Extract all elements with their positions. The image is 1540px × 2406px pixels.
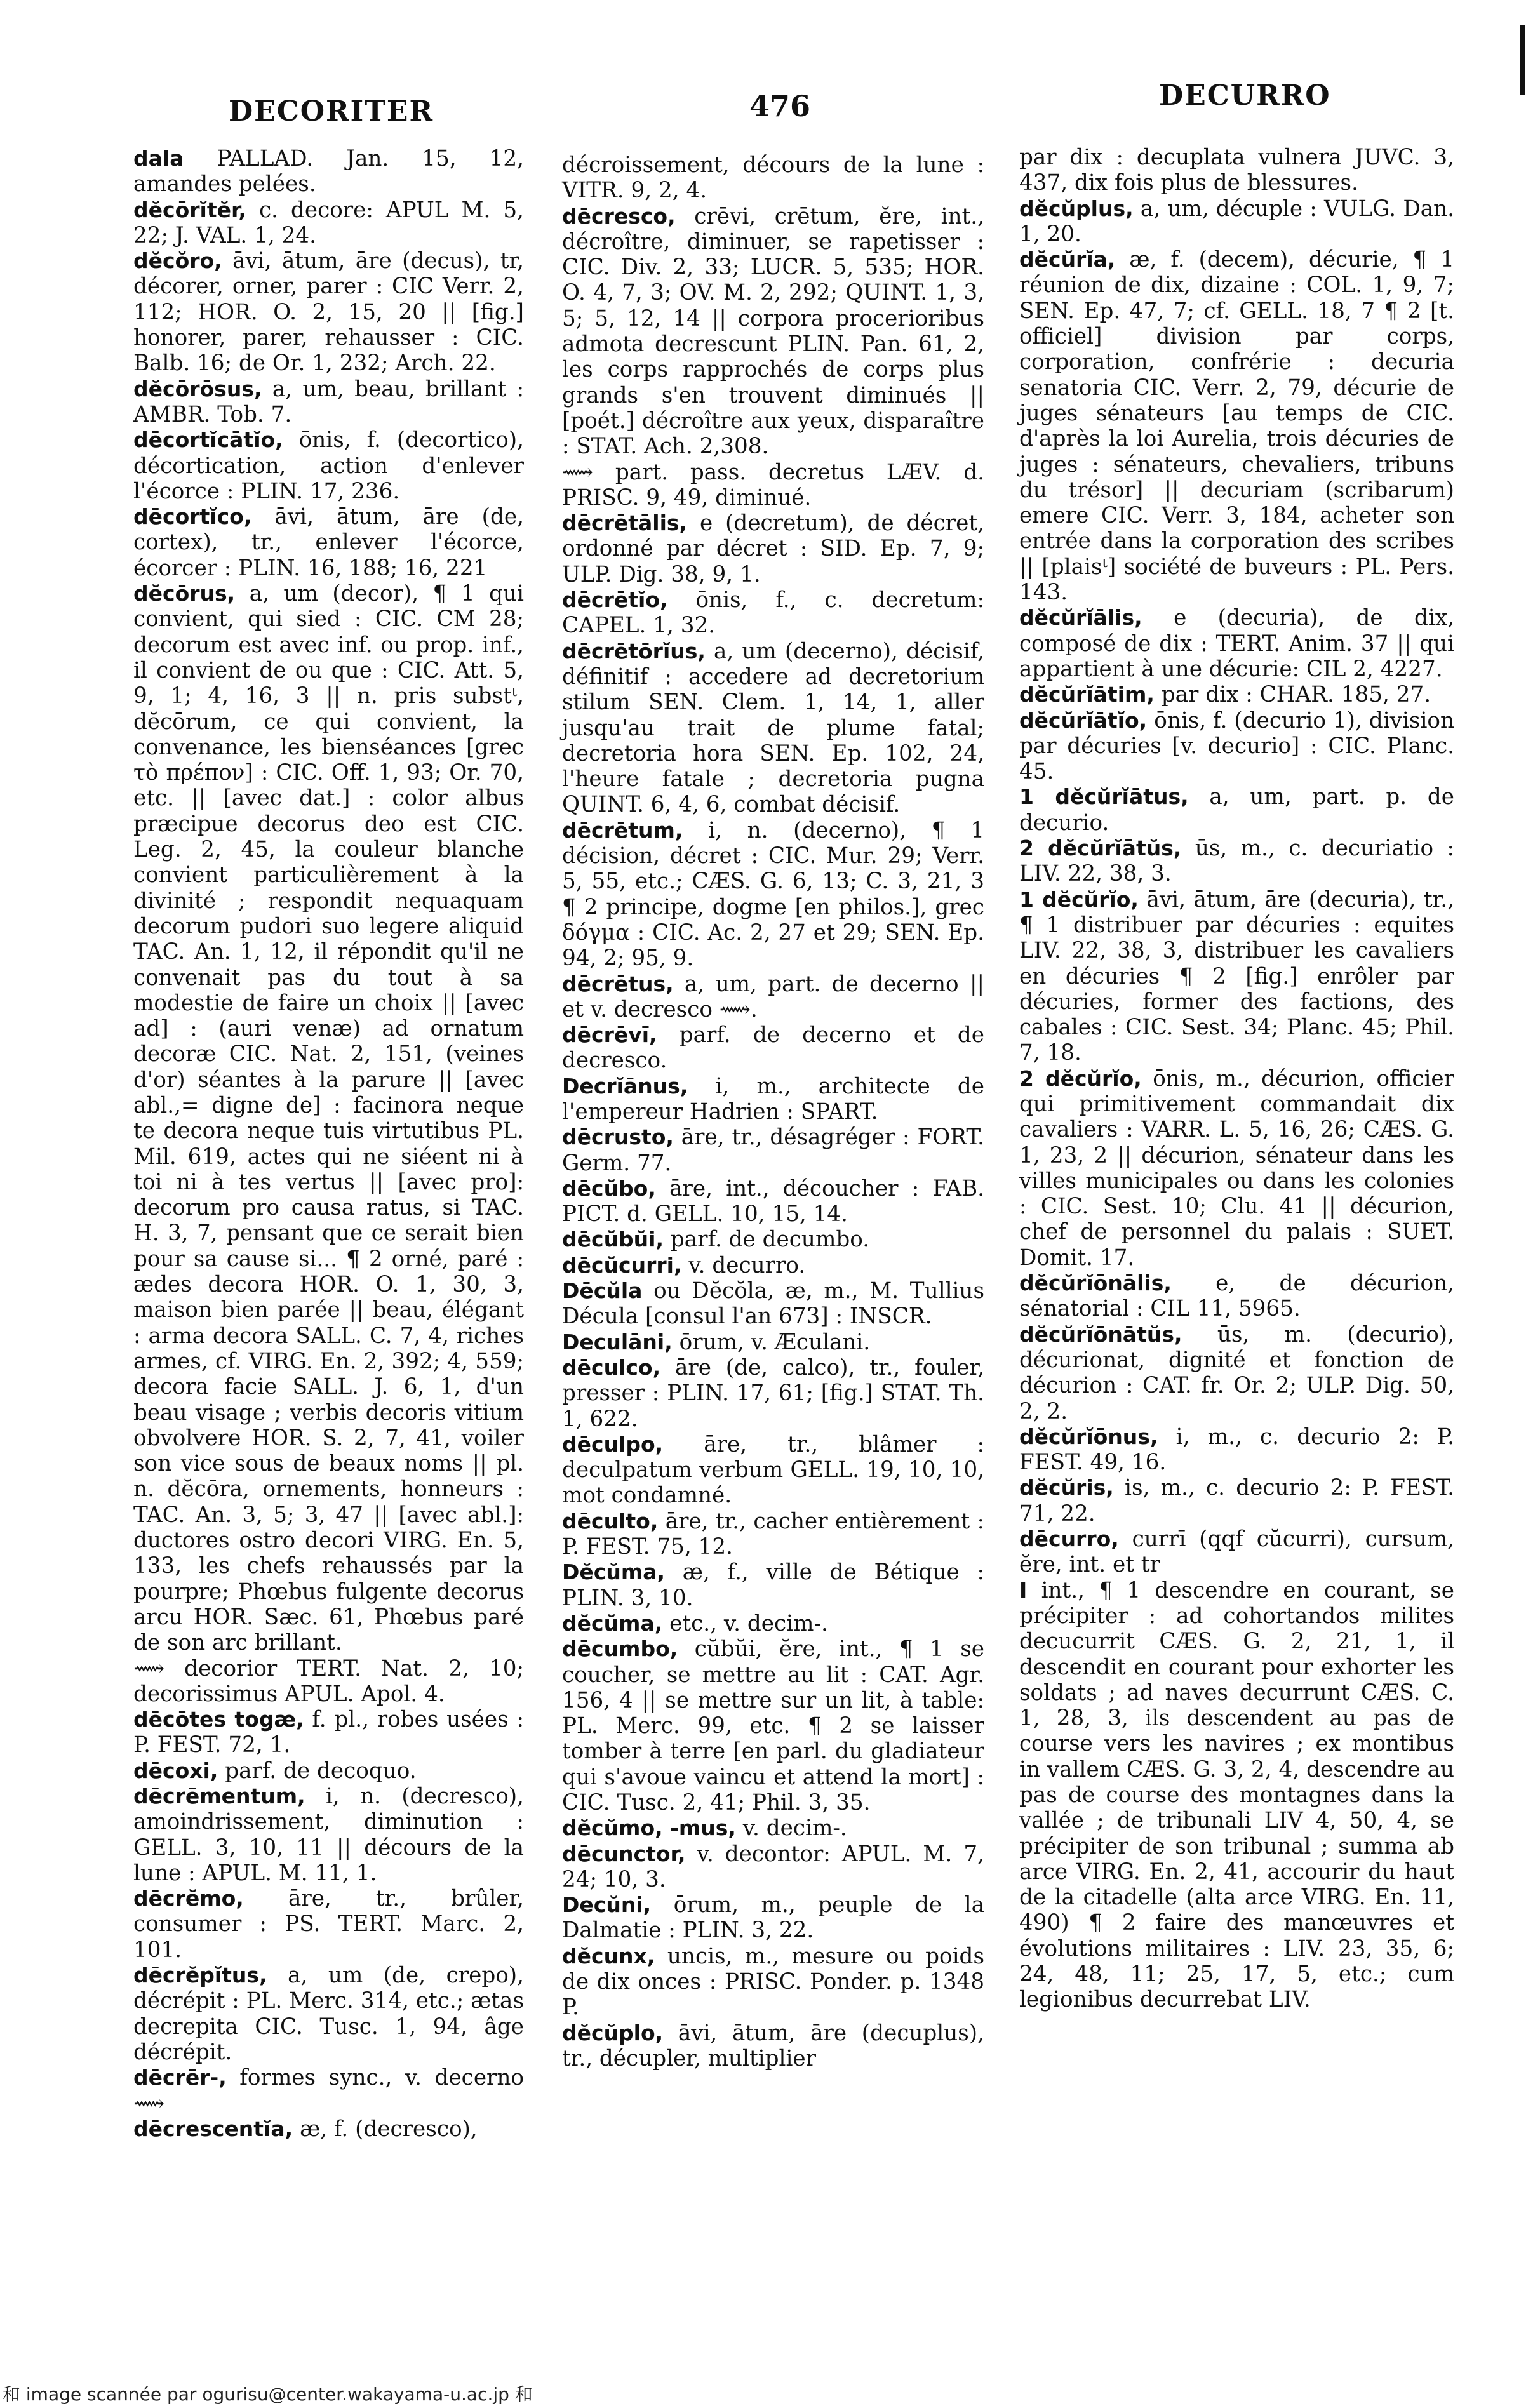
entry-headword: dĕcŭris, bbox=[1019, 1475, 1114, 1500]
entry-headword: dala bbox=[133, 146, 184, 171]
dictionary-entry bbox=[562, 1636, 984, 1815]
entry-headword: dĕcŭplus, bbox=[1019, 196, 1134, 221]
dictionary-entry bbox=[133, 1656, 524, 1708]
dictionary-entry bbox=[562, 511, 984, 587]
dictionary-entry bbox=[562, 1841, 984, 1893]
entry-definition: ōrum, v. Æculani. bbox=[672, 1329, 871, 1355]
entry-headword: dēculpo, bbox=[562, 1431, 664, 1457]
margin-rule bbox=[1520, 25, 1525, 95]
entry-definition: parf. de decumbo. bbox=[664, 1227, 870, 1253]
entry-definition: æ, f. (decem), décurie, ¶ 1 réunion de dix, dizaine : COL. 1, 9, 7; SEN. Ep. 47, 7; cf. GELL. 18, 7 ¶ 2 [t. officiel] division par corps, corporation, confrérie : decuria senatoria CIC. Verr. 2, 79, décurie de juges sénateurs [au temps de CIC. d'après la loi Aurelia, trois décuries de juges : sénateurs, chevaliers, tribuns du trésor] || decuriam (scribarum) emere CIC. Verr. 3, 184, acheter son entrée dans la corporation des scribes || [plaisᵗ] société de buveurs : PL. Pers. 143. bbox=[1019, 247, 1454, 606]
dictionary-entry bbox=[133, 2065, 524, 2116]
column-right bbox=[1019, 145, 1454, 2013]
dictionary-entry bbox=[133, 1886, 524, 1963]
dictionary-entry bbox=[562, 1815, 984, 1841]
dictionary-entry bbox=[1019, 196, 1454, 248]
entry-headword: I bbox=[1019, 1577, 1028, 1603]
entry-definition: par dix : decuplata vulnera JUVC. 3, 437, dix fois plus de blessures. bbox=[1019, 145, 1454, 196]
dictionary-entry bbox=[562, 460, 984, 511]
dictionary-entry bbox=[1019, 1066, 1454, 1271]
entry-headword: dēculco, bbox=[562, 1354, 661, 1380]
dictionary-entry bbox=[562, 1892, 984, 1944]
right-guideword: DECURRO bbox=[1159, 79, 1331, 112]
dictionary-entry bbox=[562, 972, 984, 1023]
entry-definition: parf. de decoquo. bbox=[218, 1758, 417, 1784]
entry-headword: dēcrētum, bbox=[562, 817, 683, 843]
entry-headword: dēcrusto, bbox=[562, 1125, 674, 1150]
entry-definition: parf. de decerno et de decresco. bbox=[562, 1022, 984, 1074]
entry-definition: āre, tr., cacher entièrement : P. FEST. 75, 12. bbox=[562, 1508, 984, 1560]
entry-definition: ōrum, m., peuple de la Dalmatie : PLIN. 3, 22. bbox=[562, 1892, 984, 1944]
dictionary-entry bbox=[133, 248, 524, 376]
dictionary-entry bbox=[1019, 605, 1454, 682]
entry-headword: dĕcŭrĭōnālis, bbox=[1019, 1271, 1172, 1296]
page-header bbox=[0, 70, 1540, 127]
entry-headword: dēcŭbŭi, bbox=[562, 1227, 664, 1252]
entry-definition: ōnis, f. (decurio 1), division par décuries [v. decurio] : CIC. Planc. 45. bbox=[1019, 707, 1454, 785]
entry-definition: a, um, beau, brillant : AMBR. Tob. 7. bbox=[133, 376, 524, 427]
entry-headword: dēcrēmentum, bbox=[133, 1784, 305, 1808]
dictionary-entry bbox=[562, 639, 984, 818]
dictionary-entry bbox=[562, 1509, 984, 1560]
entry-definition: formes sync., v. decerno ⟿ bbox=[133, 2065, 524, 2116]
entry-headword: dēcrescentĭa, bbox=[133, 2116, 293, 2141]
dictionary-entry bbox=[562, 2021, 984, 2072]
entry-headword: dēcresco, bbox=[562, 203, 676, 229]
entry-headword: dēcrētus, bbox=[562, 971, 674, 996]
entry-definition: ou Dĕcŏla, æ, m., M. Tullius Décula [consul l'an 673] : INSCR. bbox=[562, 1278, 984, 1330]
dictionary-entry bbox=[1019, 708, 1454, 785]
entry-headword: 1 dĕcŭrĭātus, bbox=[1019, 784, 1189, 810]
dictionary-entry bbox=[133, 1707, 524, 1758]
entry-headword: dĕcŭrĭa, bbox=[1019, 247, 1116, 272]
entry-definition: ōnis, f., c. decretum: CAPEL. 1, 32. bbox=[562, 587, 984, 639]
entry-definition: āvi, ātum, āre (decuplus), tr., décupler, multiplier bbox=[562, 2020, 984, 2071]
dictionary-entry bbox=[562, 1074, 984, 1125]
entry-definition: āvi, ātum, āre (decuria), tr., ¶ 1 distribuer par décuries : equites LIV. 22, 38, 3, distribuer les cavaliers en décuries ¶ 2 [fig.] enrôler par décuries, former des factions, des cabales : CIC. Sest. 34; Planc. 45; Phil. 7, 18. bbox=[1019, 886, 1454, 1066]
entry-headword: Decŭni, bbox=[562, 1892, 652, 1918]
dictionary-entry bbox=[133, 146, 524, 197]
entry-definition: æ, f., ville de Bétique : PLIN. 3, 10. bbox=[562, 1560, 984, 1611]
entry-headword: dēcŭbo, bbox=[562, 1175, 656, 1201]
entry-headword: dĕcŭrĭātĭo, bbox=[1019, 707, 1148, 733]
left-guideword: DECORITER bbox=[229, 95, 434, 128]
dictionary-entry bbox=[1019, 1527, 1454, 1578]
entry-headword: dēculto, bbox=[562, 1508, 659, 1534]
entry-headword: dēcrēr-, bbox=[133, 2065, 227, 2090]
dictionary-entry bbox=[562, 152, 984, 204]
dictionary-entry bbox=[1019, 1578, 1454, 2013]
entry-definition: crēvi, crētum, ĕre, int., décroître, diminuer, se rapetisser : CIC. Div. 2, 33; LUCR. 5, 535; HOR. O. 4, 7, 3; OV. M. 2, 292; QUINT. 1, 3, 5; 5, 12, 14 || corpora procerioribus admota decrescunt PLIN. Pan. 61, 2, les corps rapprochés de corps plus grands s'en trouvent diminués || [poét.] décroître aux yeux, disparaître : STAT. Ach. 2,308. bbox=[562, 203, 984, 460]
dictionary-entry bbox=[562, 1022, 984, 1074]
entry-headword: dĕcunx, bbox=[562, 1943, 655, 1968]
dictionary-entry bbox=[1019, 1424, 1454, 1476]
entry-headword: dĕcŭmo, -mus, bbox=[562, 1815, 736, 1841]
dictionary-entry bbox=[562, 1611, 984, 1636]
entry-definition: a, um, part. de decerno || et v. decresco ⟿. bbox=[562, 971, 984, 1022]
entry-definition: ⟿ decorior TERT. Nat. 2, 10; decorissimus APUL. Apol. 4. bbox=[133, 1655, 524, 1707]
entry-definition: ⟿ part. pass. decretus LÆV. d. PRISC. 9, 49, diminué. bbox=[562, 459, 984, 511]
dictionary-entry bbox=[562, 1560, 984, 1611]
entry-definition: ōnis, f. (decortico), décortication, action d'enlever l'écorce : PLIN. 17, 236. bbox=[133, 427, 524, 504]
dictionary-entry bbox=[562, 1253, 984, 1278]
entry-headword: dēcrĕpĭtus, bbox=[133, 1963, 267, 1988]
dictionary-entry bbox=[1019, 145, 1454, 196]
entry-definition: āvi, ātum, āre (decus), tr, décorer, orner, parer : CIC Verr. 2, 112; HOR. O. 2, 15, 20 || [fig.] honorer, parer, rehausser : CIC. Balb. 16; de Or. 1, 232; Arch. 22. bbox=[133, 248, 524, 377]
entry-definition: i, m., c. decurio 2: P. FEST. 49, 16. bbox=[1019, 1424, 1454, 1476]
dictionary-entry bbox=[562, 1125, 984, 1176]
dictionary-entry bbox=[562, 1944, 984, 2021]
entry-headword: dĕcŭplo, bbox=[562, 2020, 664, 2045]
column-middle bbox=[562, 152, 984, 2071]
entry-headword: dĕcōrĭtĕr, bbox=[133, 197, 246, 222]
entry-headword: 2 dĕcŭrĭo, bbox=[1019, 1066, 1142, 1091]
dictionary-entry bbox=[133, 377, 524, 428]
dictionary-entry bbox=[562, 204, 984, 460]
entry-headword: dēcumbo, bbox=[562, 1636, 678, 1662]
entry-definition: v. decurro. bbox=[681, 1252, 806, 1278]
entry-headword: Decrĭānus, bbox=[562, 1073, 688, 1099]
entry-definition: āre, tr., brûler, consumer : PS. TERT. Marc. 2, 101. bbox=[133, 1886, 524, 1963]
entry-definition: cŭbŭi, ĕre, int., ¶ 1 se coucher, se mettre au lit : CAT. Agr. 156, 4 || se mettre sur un lit, à table: PL. Merc. 99, etc. ¶ 2 se laisser tomber à terre [en parl. du gladiateur qui s'avoue vaincu et attend la mort] : CIC. Tusc. 2, 41; Phil. 3, 35. bbox=[562, 1636, 984, 1815]
entry-headword: dēcōtes togæ, bbox=[133, 1707, 304, 1732]
entry-headword: Dĕcŭma, bbox=[562, 1560, 666, 1585]
entry-headword: dĕcōrōsus, bbox=[133, 376, 262, 401]
entry-definition: a, um, décuple : VULG. Dan. 1, 20. bbox=[1019, 196, 1454, 247]
scan-credit: 和 image scannée par ogurisu@center.wakayama-u.ac.jp 和 bbox=[3, 2384, 533, 2405]
dictionary-entry bbox=[562, 818, 984, 972]
dictionary-entry bbox=[133, 581, 524, 1655]
entry-headword: dēcŭcurri, bbox=[562, 1252, 682, 1278]
dictionary-entry bbox=[562, 1330, 984, 1355]
entry-definition: par dix : CHAR. 185, 27. bbox=[1154, 682, 1431, 708]
entry-definition: a, um (de, crepo), décrépit : PL. Merc. 314, etc.; ætas decrepita CIC. Tusc. 1, 94, âge décrépit. bbox=[133, 1963, 524, 2065]
entry-headword: dēcrĕmo, bbox=[133, 1886, 244, 1911]
dictionary-entry bbox=[562, 1227, 984, 1252]
entry-headword: dĕcŭrĭōnātŭs, bbox=[1019, 1321, 1182, 1347]
entry-definition: PALLAD. Jan. 15, 12, amandes pelées. bbox=[133, 146, 524, 197]
dictionary-columns bbox=[0, 146, 1540, 2369]
dictionary-entry bbox=[1019, 887, 1454, 1066]
entry-definition: āre, tr., désagréger : FORT. Germ. 77. bbox=[562, 1125, 984, 1176]
entry-definition: āre (de, calco), tr., fouler, presser : PLIN. 17, 61; [fig.] STAT. Th. 1, 622. bbox=[562, 1354, 984, 1432]
dictionary-entry bbox=[1019, 836, 1454, 887]
entry-definition: currī (qqf cŭcurri), cursum, ĕre, int. et tr bbox=[1019, 1527, 1454, 1578]
dictionary-entry bbox=[562, 587, 984, 639]
entry-definition: is, m., c. decurio 2: P. FEST. 71, 22. bbox=[1019, 1475, 1454, 1527]
entry-definition: e, de décurion, sénatorial : CIL 11, 5965. bbox=[1019, 1271, 1454, 1322]
dictionary-entry bbox=[133, 2116, 524, 2142]
dictionary-entry bbox=[133, 504, 524, 581]
entry-definition: æ, f. (decresco), bbox=[293, 2116, 478, 2142]
entry-headword: dēcoxi, bbox=[133, 1758, 218, 1783]
dictionary-entry bbox=[133, 1784, 524, 1886]
entry-headword: dēcrēvī, bbox=[562, 1022, 657, 1048]
entry-headword: dēcrētōrĭus, bbox=[562, 638, 706, 664]
entry-definition: i, n. (decerno), ¶ 1 décision, décret : CIC. Mur. 29; Verr. 5, 55, etc.; CÆS. G. 6, 13; C. 3, 21, 3 ¶ 2 principe, dogme [en philos.], grec δόγμα : CIC. Ac. 2, 27 et 29; SEN. Ep. 94, 2; 95, 9. bbox=[562, 817, 984, 972]
entry-definition: décroissement, décours de la lune : VITR. 9, 2, 4. bbox=[562, 152, 984, 204]
dictionary-entry bbox=[562, 1432, 984, 1509]
entry-definition: a, um (decerno), décisif, définitif : accedere ad decretorium stilum SEN. Clem. 1, 14, 1, aller jusqu'au trait de plume fatal; decretoria hora SEN. Ep. 102, 24, l'heure fatale ; decretoria pugna QUINT. 6, 4, 6, combat décisif. bbox=[562, 638, 984, 818]
dictionary-entry bbox=[562, 1176, 984, 1227]
entry-definition: etc., v. decim-. bbox=[662, 1610, 828, 1636]
dictionary-entry bbox=[1019, 1271, 1454, 1322]
entry-headword: dĕcŏro, bbox=[133, 248, 222, 274]
column-left bbox=[133, 146, 524, 2142]
entry-definition: āvi, ātum, āre (de, cortex), tr., enlever l'écorce, écorcer : PLIN. 16, 188; 16, 221 bbox=[133, 504, 524, 581]
entry-headword: dĕcŭrĭōnus, bbox=[1019, 1424, 1158, 1449]
entry-headword: dēcrētālis, bbox=[562, 511, 688, 536]
entry-headword: dēcortĭco, bbox=[133, 504, 252, 530]
dictionary-entry bbox=[562, 1278, 984, 1330]
entry-definition: āre, int., découcher : FAB. PICT. d. GELL. 10, 15, 14. bbox=[562, 1175, 984, 1227]
entry-headword: dĕcōrus, bbox=[133, 581, 236, 606]
dictionary-entry bbox=[133, 427, 524, 504]
entry-definition: i, n. (decresco), amoindrissement, diminution : GELL. 3, 10, 11 || décours de la lune : APUL. M. 11, 1. bbox=[133, 1784, 524, 1886]
page-number: 476 bbox=[749, 89, 811, 123]
dictionary-entry bbox=[133, 1758, 524, 1784]
entry-definition: i, m., architecte de l'empereur Hadrien : SPART. bbox=[562, 1073, 984, 1125]
entry-definition: uncis, m., mesure ou poids de dix onces : PRISC. Ponder. p. 1348 P. bbox=[562, 1943, 984, 2021]
entry-definition: ūs, m., c. decuriatio : LIV. 22, 38, 3. bbox=[1019, 836, 1454, 887]
entry-headword: Dēcŭla bbox=[562, 1278, 643, 1304]
entry-definition: v. decim-. bbox=[735, 1815, 847, 1841]
dictionary-entry bbox=[1019, 1475, 1454, 1527]
entry-headword: dēcrētĭo, bbox=[562, 587, 668, 613]
entry-definition: c. decore: APUL M. 5, 22; J. VAL. 1, 24. bbox=[133, 197, 524, 248]
entry-headword: dēcunctor, bbox=[562, 1841, 686, 1866]
dictionary-entry bbox=[1019, 682, 1454, 707]
entry-headword: dĕcŭma, bbox=[562, 1610, 663, 1636]
entry-definition: a, um, part. p. de decurio. bbox=[1019, 784, 1454, 836]
entry-headword: dēcurro, bbox=[1019, 1527, 1119, 1552]
dictionary-entry bbox=[133, 197, 524, 249]
entry-headword: dĕcŭrĭālis, bbox=[1019, 605, 1142, 631]
entry-definition: e (decretum), de décret, ordonné par décret : SID. Ep. 7, 9; ULP. Dig. 38, 9, 1. bbox=[562, 511, 984, 587]
entry-definition: v. decontor: APUL. M. 7, 24; 10, 3. bbox=[562, 1841, 984, 1892]
entry-definition: āre, tr., blâmer : deculpatum verbum GELL. 19, 10, 10, mot condamné. bbox=[562, 1431, 984, 1509]
dictionary-entry bbox=[133, 1963, 524, 2065]
entry-headword: 1 dĕcŭrĭo, bbox=[1019, 886, 1139, 912]
entry-definition: a, um (decor), ¶ 1 qui convient, qui sied : CIC. CM 28; decorum est avec inf. ou prop. inf., il convient de ou que : CIC. Att. 5, 9, 1; 4, 16, 3 || n. pris substᵗ, dĕcōrum, ce qui convient, la convenance, les bienséances [grec τὸ πρέπον] : CIC. Off. 1, 93; Or. 70, etc. || [avec dat.] : color albus præcipue decorus deo est CIC. Leg. 2, 45, la couleur blanche convient particulièrement à la divinité ; respondit nequaquam decorum pudori suo legere aliquid TAC. An. 1, 12, il répondit qu'il ne convenait pas du tout à sa modestie de faire un choix || [avec ad] : (auri venæ) ad ornatum decoræ CIC. Nat. 2, 151, (veines d'or) séantes à la parure || [avec abl.,= digne de] : facinora neque te decora neque tuis virtutibus PL. Mil. 619, actes qui ne siéent ni à toi ni à tes vertus || [avec pro]: decorum pro causa ratus, si TAC. H. 3, 7, pensant que ce serait bien pour sa cause si... ¶ 2 orné, paré : ædes decora HOR. O. 1, 30, 3, maison bien parée || beau, élégant : arma decora SALL. C. 7, 4, riches armes, cf. VIRG. En. 2, 392; 4, 559; decora facie SALL. J. 6, 1, d'un beau visage ; verbis decoris vitium obvolvere HOR. S. 2, 7, 41, voiler son vice sous de beaux noms || pl. n. dĕcōra, ornements, honneurs : TAC. An. 3, 5; 3, 47 || [avec abl.]: ductores ostro decori VIRG. En. 5, 133, les chefs rehaussés par la pourpre; Phœbus fulgente decorus arcu HOR. Sæc. 61, Phœbus paré de son arc brillant. bbox=[133, 581, 524, 1656]
dictionary-entry bbox=[562, 1355, 984, 1432]
entry-headword: 2 dĕcŭrĭātŭs, bbox=[1019, 836, 1182, 861]
footer bbox=[0, 2378, 1540, 2405]
dictionary-entry bbox=[1019, 1322, 1454, 1424]
entry-definition: f. pl., robes usées : P. FEST. 72, 1. bbox=[133, 1707, 524, 1758]
entry-definition: ūs, m. (decurio), décurionat, dignité et fonction de décurion : CAT. fr. Or. 2; ULP. Dig. 50, 2, 2. bbox=[1019, 1321, 1454, 1424]
dictionary-entry bbox=[1019, 784, 1454, 836]
entry-headword: dĕcŭrĭātim, bbox=[1019, 682, 1155, 707]
entry-definition: int., ¶ 1 descendre en courant, se précipiter : ad cohortandos milites decucurrit CÆS. G. 2, 21, 1, il descendit en courant pour exhorter les soldats ; ad naves decurrunt CÆS. C. 1, 28, 3, ils descendent au pas de course vers les navires ; ex montibus in vallem CÆS. G. 3, 2, 4, descendre au pas de course des montagnes dans la vallée ; de tribunali LIV 4, 50, 4, se précipiter de son tribunal ; summa ab arce VIRG. En. 2, 41, accourir du haut de la citadelle (alta arce VIRG. En. 11, 490) ¶ 2 faire des manœuvres et évolutions militaires : LIV. 23, 35, 6; 24, 48, 11; 25, 17, 5, etc.; cum legionibus decurrebat LIV. bbox=[1019, 1577, 1454, 2013]
entry-definition: e (decuria), de dix, composé de dix : TERT. Anim. 37 || qui appartient à une décurie: CIL 2, 4227. bbox=[1019, 605, 1454, 682]
entry-headword: dēcortĭcātĭo, bbox=[133, 427, 283, 453]
entry-headword: Deculāni, bbox=[562, 1329, 673, 1354]
dictionary-entry bbox=[1019, 247, 1454, 605]
entry-definition: ōnis, m., décurion, officier qui primitivement commandait dix cavaliers : VARR. L. 5, 16, 26; CÆS. G. 1, 23, 2 || décurion, sénateur dans les villes municipales ou dans les colonies : CIC. Sest. 10; Clu. 41 || décurion, chef de personnel du palais : SUET. Domit. 17. bbox=[1019, 1066, 1454, 1271]
